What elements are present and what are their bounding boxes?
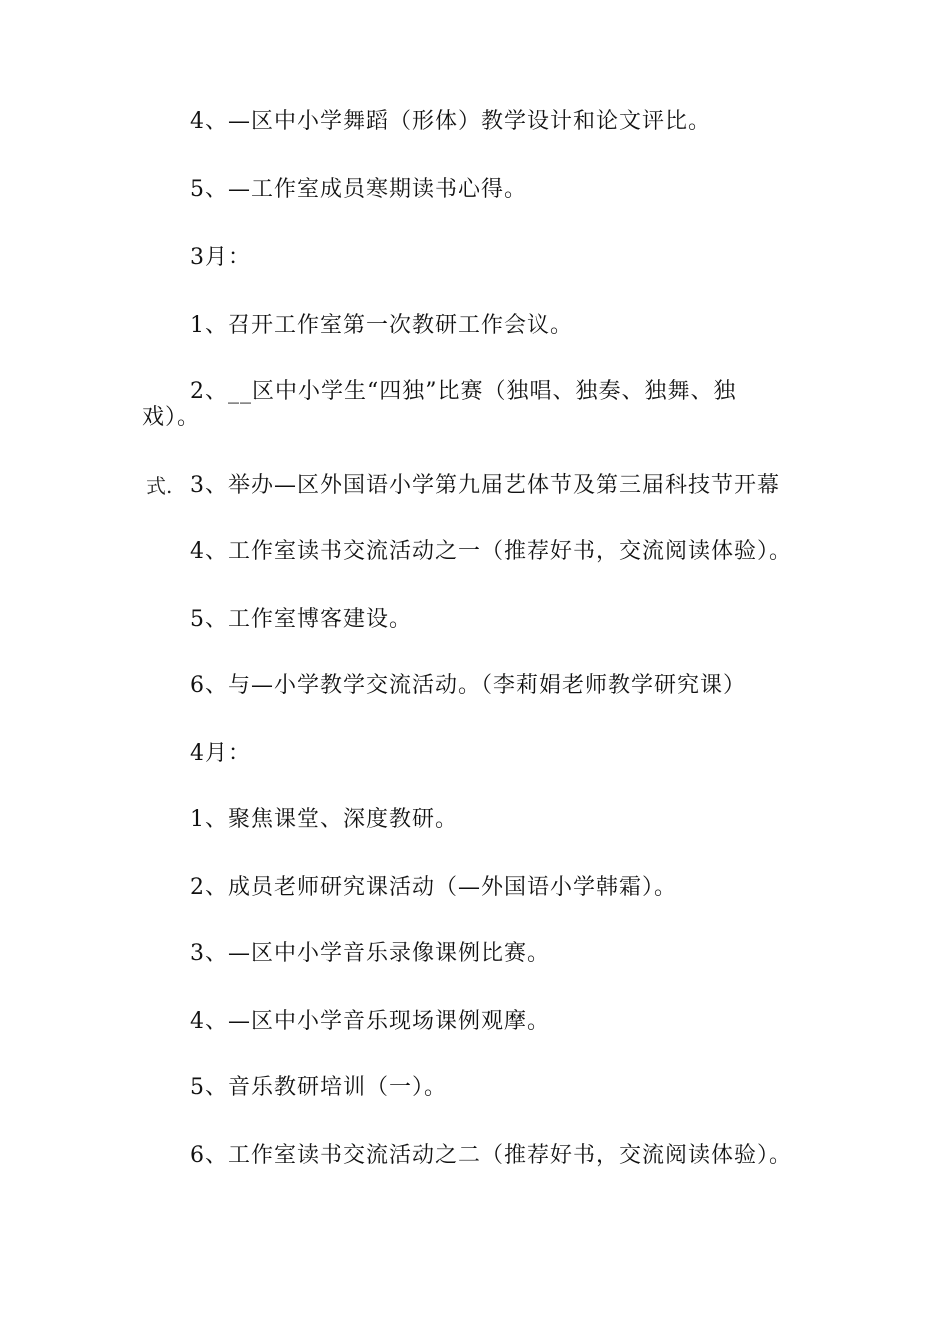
text-line-11: 1、聚焦课堂、深度教研。 — [190, 807, 458, 832]
text-line-1: 4、—区中小学舞蹈（形体）教学设计和论文评比。 — [190, 109, 711, 134]
text-line-8: 5、工作室博客建设。 — [190, 607, 412, 632]
text-line-15: 5、音乐教研培训（一）。 — [190, 1075, 447, 1100]
text-line-3: 3月： — [190, 245, 251, 270]
text-line-2: 5、—工作室成员寒期读书心得。 — [190, 177, 527, 202]
text-line-6: 3、举办—区外国语小学第九届艺体节及第三届科技节开幕 — [190, 473, 780, 498]
text-line-12: 2、成员老师研究课活动（—外国语小学韩霜）。 — [190, 875, 677, 900]
text-line-16: 6、工作室读书交流活动之二（推荐好书，交流阅读体验）。 — [190, 1143, 792, 1168]
text-line-4: 1、召开工作室第一次教研工作会议。 — [190, 313, 573, 338]
text-line-5: 2、__区中小学生“四独”比赛（独唱、独奏、独舞、独 — [190, 379, 737, 404]
text-line-13: 3、—区中小学音乐录像课例比赛。 — [190, 941, 550, 966]
text-line-10: 4月： — [190, 741, 251, 766]
text-line-14: 4、—区中小学音乐现场课例观摩。 — [190, 1009, 550, 1034]
text-line-5-continued: 戏）。 — [142, 405, 201, 430]
text-line-7: 4、工作室读书交流活动之一（推荐好书，交流阅读体验）。 — [190, 539, 792, 564]
stray-fragment: 式. — [146, 474, 173, 498]
text-line-9: 6、与—小学教学交流活动。（李莉娟老师教学研究课） — [190, 673, 746, 698]
